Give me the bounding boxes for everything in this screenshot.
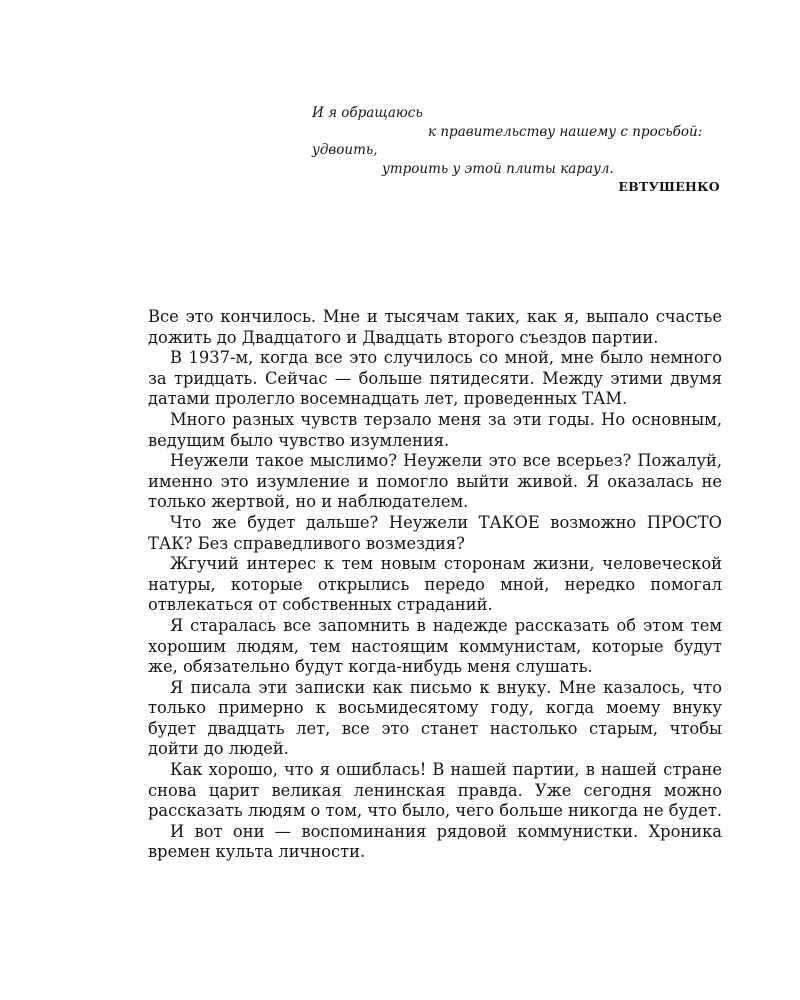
paragraph: Я старалась все запомнить в надежде рассказать об этом тем хорошим людям, тем настоящим коммунистам, которые будут же, обязательно будут когда-нибудь меня слушать. <box>148 615 722 677</box>
paragraph: И вот они — воспоминания рядовой коммунистки. Хроника времен культа личности. <box>148 821 722 862</box>
epigraph-author: ЕВТУШЕНКО <box>618 179 720 194</box>
epigraph-line: И я обращаюсь <box>312 105 423 121</box>
paragraph: Неужели такое мыслимо? Неужели это все всерьез? Пожалуй, именно это изумление и помогло выйти живой. Я оказалась не только жертвой, но и наблюдателем. <box>148 451 722 512</box>
paragraph: Жгучий интерес к тем новым сторонам жизни, человеческой натуры, которые открылись передо мной, нередко помогал отвлекаться от собственных страданий. <box>148 554 722 615</box>
paragraph: Много разных чувств терзало меня за эти годы. Но основным, ведущим было чувство изумления. <box>148 409 722 450</box>
epigraph-line: утроить у этой плиты караул. <box>382 160 614 177</box>
paragraph: В 1937-м, когда все это случилось со мной, мне было немного за тридцать. Сейчас — больше пятидесяти. Между этими двумя датами пролегло восемнадцать лет, проведенных ТАМ. <box>148 348 722 409</box>
paragraph: Что же будет дальше? Неужели ТАКОЕ возможно ПРОСТО ТАК? Без справедливого возмездия? <box>148 512 722 553</box>
epigraph-line: к правительству нашему с просьбой: <box>428 123 703 140</box>
paragraph: Как хорошо, что я ошиблась! В нашей партии, в нашей стране снова царит великая ленинская правда. Уже сегодня можно рассказать людям о том, что было, чего больше никогда не будет. <box>148 760 723 821</box>
paragraph: Все это кончилось. Мне и тысячам таких, как я, выпало счастье дожить до Двадцатого и Двадцать второго съездов партии. <box>148 307 722 347</box>
paragraph: Я писала эти записки как письмо к внуку. Мне казалось, что только примерно к восьмидесятому году, когда моему внуку будет двадцать лет, все это станет настолько старым, чтобы дойти до людей. <box>148 677 722 759</box>
main-text <box>148 307 722 863</box>
epigraph-line: удвоить, <box>312 142 378 158</box>
epigraph <box>312 104 722 197</box>
